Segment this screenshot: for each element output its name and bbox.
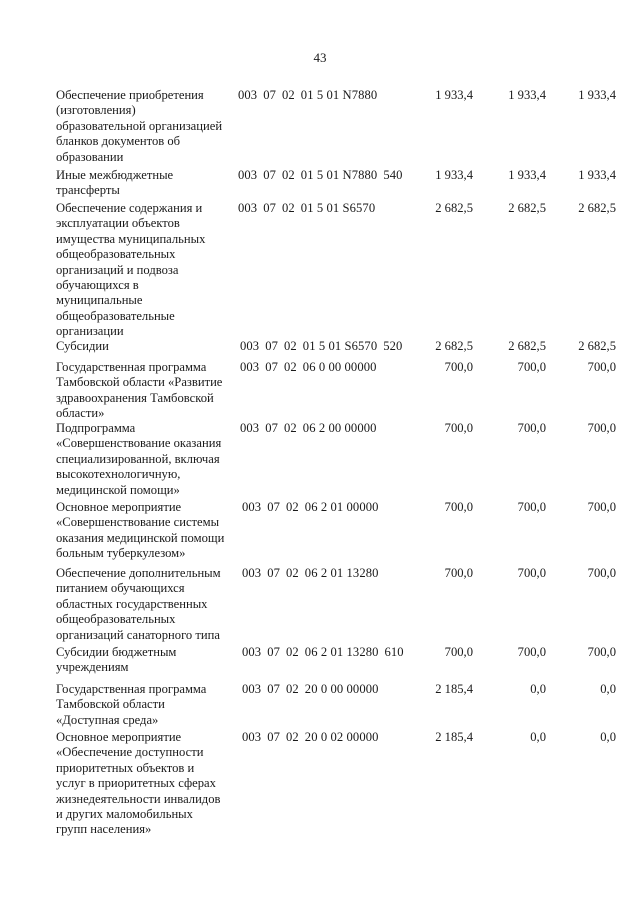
row-value-1: 700,0 (444, 500, 473, 514)
row-code (240, 421, 377, 436)
row-name-line: Обеспечение приобретения (56, 88, 204, 102)
row-name-line: Основное мероприятие (56, 730, 182, 744)
row-value-1: 700,0 (444, 645, 473, 659)
row-value-3: 700,0 (587, 645, 616, 659)
row-value-2: 1 933,4 (508, 168, 546, 182)
code-ved: 003 (242, 730, 262, 744)
row-name-line: (изготовления) (56, 103, 136, 118)
row-name-line: Государственная программа (56, 682, 207, 696)
row-name-line: «Совершенствование системы (56, 515, 220, 530)
code-csr: 01 5 01 S6570 (300, 201, 376, 215)
code-ved: 003 (242, 500, 262, 514)
row-name-line: учреждениям (56, 660, 129, 675)
code-rz: 07 (265, 421, 278, 435)
row-name-line: организаций и подвоза (56, 262, 179, 277)
row-name-line: Тамбовской области (56, 697, 165, 712)
code-csr: 06 2 01 13280 (304, 645, 379, 659)
page-number: 43 (313, 50, 327, 65)
row-name (56, 645, 236, 676)
code-rz: 07 (265, 360, 278, 374)
code-pr: 02 (286, 645, 299, 659)
row-value-3: 1 933,4 (578, 168, 616, 182)
row-value-2: 700,0 (517, 566, 546, 580)
row-value-2: 1 933,4 (508, 88, 546, 102)
code-pr: 02 (284, 339, 297, 353)
row-name-line: приоритетных объектов и (56, 760, 195, 775)
code-pr: 02 (284, 421, 297, 435)
row-name-line: общеобразовательных (56, 612, 176, 627)
code-csr: 06 2 01 00000 (304, 500, 379, 514)
row-name-line: Иные межбюджетные (56, 168, 174, 182)
row-name-line: Государственная программа (56, 360, 207, 374)
row-code (242, 645, 404, 660)
code-ved: 003 (238, 88, 258, 102)
code-ved: 003 (238, 168, 258, 182)
row-value-3: 0,0 (600, 730, 616, 744)
row-value-2: 700,0 (517, 645, 546, 659)
row-name-line: питанием обучающихся (56, 581, 185, 596)
code-vr: 540 (383, 168, 403, 182)
code-csr: 06 2 01 13280 (304, 566, 379, 580)
row-name-line: услуг в приоритетных сферах (56, 776, 216, 791)
row-name-line: Субсидии (56, 339, 109, 353)
row-code (242, 566, 379, 581)
code-pr: 02 (284, 360, 297, 374)
row-name-line: организаций санаторного типа (56, 627, 220, 642)
row-name-line: обучающихся в (56, 278, 139, 293)
code-pr: 02 (282, 88, 295, 102)
row-name-line: «Совершенствование оказания (56, 436, 222, 451)
row-value-3: 1 933,4 (578, 88, 616, 102)
code-pr: 02 (286, 566, 299, 580)
row-name (56, 500, 236, 562)
row-value-3: 700,0 (587, 500, 616, 514)
code-rz: 07 (263, 168, 276, 182)
row-name-line: областных государственных (56, 596, 208, 611)
code-rz: 07 (267, 566, 280, 580)
row-value-3: 700,0 (587, 566, 616, 580)
row-code (242, 500, 379, 515)
row-name-line: Тамбовской области «Развитие (56, 375, 223, 390)
row-name-line: муниципальные (56, 293, 143, 308)
row-name-line: общеобразовательные (56, 308, 175, 323)
code-rz: 07 (265, 339, 278, 353)
code-rz: 07 (263, 88, 276, 102)
row-name-line: области» (56, 406, 105, 421)
code-rz: 07 (267, 730, 280, 744)
row-value-2: 2 682,5 (508, 339, 546, 353)
row-code (240, 339, 402, 354)
row-name (56, 682, 236, 728)
row-name-line: бланков документов об (56, 134, 181, 149)
code-csr: 20 0 02 00000 (304, 730, 379, 744)
row-name (56, 566, 236, 643)
row-value-3: 0,0 (600, 682, 616, 696)
row-name-line: медицинской помощи» (56, 482, 180, 497)
code-csr: 01 5 01 N7880 (300, 168, 378, 182)
row-value-1: 2 682,5 (435, 201, 473, 215)
row-name-line: «Обеспечение доступности (56, 745, 204, 760)
row-value-1: 1 933,4 (435, 88, 473, 102)
row-name-line: Обеспечение дополнительным (56, 566, 221, 580)
row-name-line: жизнедеятельности инвалидов (56, 791, 221, 806)
row-value-2: 2 682,5 (508, 201, 546, 215)
row-code (240, 360, 377, 375)
row-name (56, 360, 236, 422)
code-pr: 02 (282, 201, 295, 215)
row-value-3: 2 682,5 (578, 201, 616, 215)
row-value-2: 700,0 (517, 421, 546, 435)
row-code (238, 88, 377, 103)
row-code (242, 730, 379, 745)
code-pr: 02 (282, 168, 295, 182)
code-vr: 610 (384, 645, 404, 659)
row-name (56, 88, 236, 165)
code-ved: 003 (242, 645, 262, 659)
row-value-2: 0,0 (530, 730, 546, 744)
row-name-line: здравоохранения Тамбовской (56, 390, 214, 405)
row-value-1: 2 185,4 (435, 682, 473, 696)
code-rz: 07 (267, 500, 280, 514)
row-name (56, 730, 236, 838)
row-value-1: 700,0 (444, 360, 473, 374)
row-name-line: Основное мероприятие (56, 500, 182, 514)
row-name-line: и других маломобильных (56, 807, 193, 822)
row-name-line: оказания медицинской помощи (56, 530, 225, 545)
row-name-line: имущества муниципальных (56, 231, 206, 246)
row-name (56, 421, 236, 498)
row-name-line: эксплуатации объектов (56, 216, 180, 231)
code-csr: 01 5 01 N7880 (300, 88, 378, 102)
row-value-1: 700,0 (444, 421, 473, 435)
code-ved: 003 (240, 360, 260, 374)
code-ved: 003 (242, 566, 262, 580)
row-name-line: Подпрограмма (56, 421, 136, 435)
row-name-line: специализированной, включая (56, 451, 220, 466)
code-rz: 07 (263, 201, 276, 215)
code-rz: 07 (267, 645, 280, 659)
row-name-line: организации (56, 324, 124, 339)
code-csr: 20 0 00 00000 (304, 682, 379, 696)
code-ved: 003 (240, 421, 260, 435)
code-pr: 02 (286, 682, 299, 696)
row-value-2: 700,0 (517, 500, 546, 514)
code-csr: 06 0 00 00000 (302, 360, 377, 374)
row-value-1: 700,0 (444, 566, 473, 580)
row-name-line: образовательной организацией (56, 118, 223, 133)
code-rz: 07 (267, 682, 280, 696)
row-name-line: трансферты (56, 183, 120, 198)
code-csr: 01 5 01 S6570 (302, 339, 378, 353)
row-value-2: 700,0 (517, 360, 546, 374)
row-name (56, 339, 236, 354)
row-name-line: больным туберкулезом» (56, 546, 186, 561)
code-ved: 003 (242, 682, 262, 696)
code-pr: 02 (286, 500, 299, 514)
row-value-1: 2 185,4 (435, 730, 473, 744)
row-code (238, 168, 403, 183)
row-name-line: высокотехнологичную, (56, 467, 181, 482)
row-value-3: 2 682,5 (578, 339, 616, 353)
code-vr: 520 (383, 339, 403, 353)
row-name-line: Субсидии бюджетным (56, 645, 177, 659)
row-name-line: образовании (56, 149, 124, 164)
row-name-line: общеобразовательных (56, 247, 176, 262)
row-name-line: групп населения» (56, 822, 152, 837)
code-ved: 003 (240, 339, 260, 353)
row-name (56, 168, 236, 199)
code-ved: 003 (238, 201, 258, 215)
row-value-3: 700,0 (587, 421, 616, 435)
row-name-line: «Доступная среда» (56, 712, 159, 727)
row-value-1: 1 933,4 (435, 168, 473, 182)
code-csr: 06 2 00 00000 (302, 421, 377, 435)
row-name (56, 201, 236, 340)
row-code (242, 682, 379, 697)
row-code (238, 201, 375, 216)
row-value-1: 2 682,5 (435, 339, 473, 353)
row-value-3: 700,0 (587, 360, 616, 374)
row-value-2: 0,0 (530, 682, 546, 696)
row-name-line: Обеспечение содержания и (56, 201, 203, 215)
code-pr: 02 (286, 730, 299, 744)
